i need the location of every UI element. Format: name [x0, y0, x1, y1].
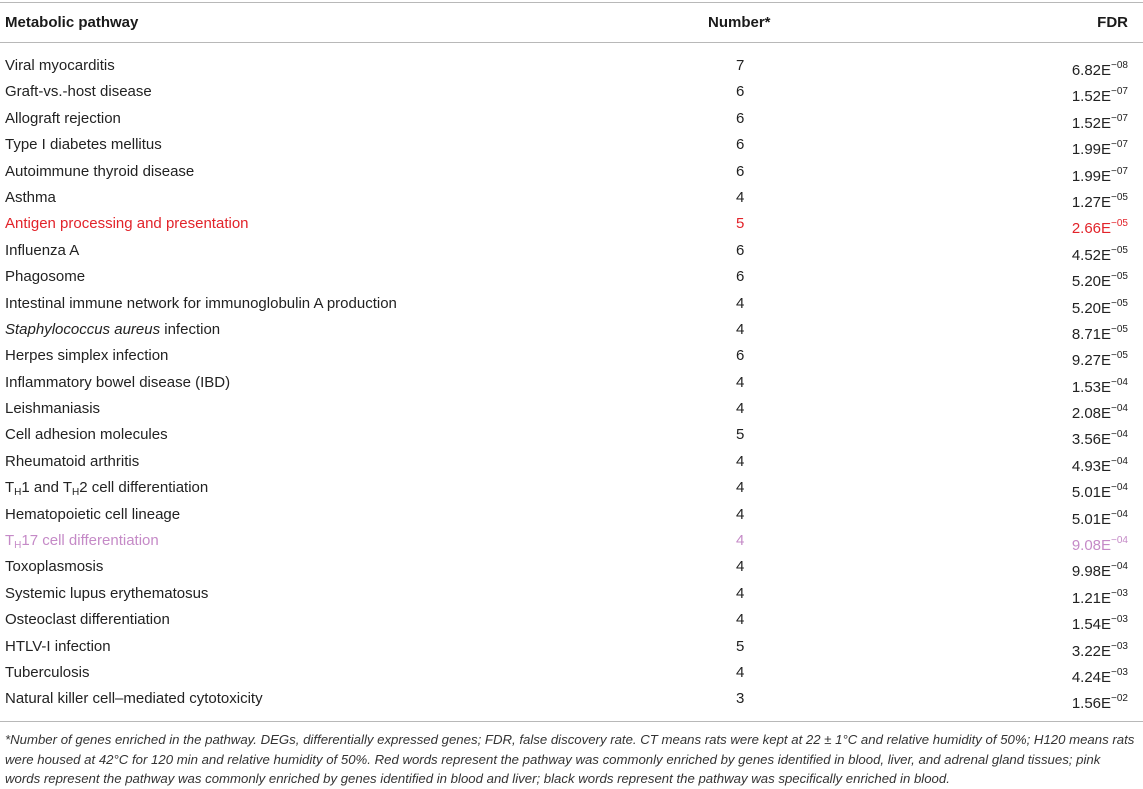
pathway-name	[5, 479, 208, 502]
fdr-mantissa: 3.56E	[1071, 431, 1112, 449]
pathway-name	[5, 532, 159, 555]
pathway-name: Type I diabetes mellitus	[5, 136, 162, 154]
table-row	[0, 370, 1143, 396]
fdr-exponent: −07	[1111, 165, 1128, 177]
fdr-exponent: −05	[1111, 191, 1128, 203]
table-row	[0, 317, 1143, 343]
fdr-mantissa: 9.98E	[1071, 563, 1112, 581]
pathway-name-italic: Staphylococcus aureus	[5, 320, 161, 338]
gene-count: 4	[736, 188, 745, 206]
fdr-value	[1072, 690, 1128, 713]
pathway-name-part: 1 and T	[21, 479, 73, 497]
fdr-exponent: −08	[1111, 60, 1128, 71]
pathway-name-subscript: H	[72, 487, 80, 499]
table-header-rule	[0, 42, 1143, 43]
fdr-exponent: −05	[1111, 244, 1128, 256]
fdr-mantissa: 1.99E	[1071, 167, 1112, 185]
fdr-exponent: −03	[1111, 666, 1128, 678]
table-row	[0, 291, 1143, 317]
gene-count: 6	[736, 109, 745, 127]
fdr-value	[1072, 268, 1128, 291]
pathway-name: Leishmaniasis	[5, 400, 101, 418]
gene-count: 5	[736, 637, 745, 655]
gene-count: 7	[736, 57, 745, 74]
pathway-name: Toxoplasmosis	[5, 558, 104, 576]
table-row	[0, 634, 1143, 660]
fdr-mantissa: 5.20E	[1071, 273, 1112, 291]
table-row	[0, 660, 1143, 686]
gene-count: 4	[736, 479, 745, 497]
pathway-name	[5, 321, 220, 339]
fdr-mantissa: 1.27E	[1071, 193, 1112, 211]
fdr-mantissa: 2.08E	[1071, 405, 1112, 423]
pathway-name: Osteoclast differentiation	[5, 611, 170, 629]
fdr-mantissa: 5.01E	[1071, 510, 1112, 528]
table-body	[0, 53, 1143, 713]
fdr-mantissa: 1.52E	[1071, 88, 1112, 106]
table-row	[0, 264, 1143, 290]
fdr-value	[1072, 163, 1128, 186]
fdr-value	[1072, 532, 1128, 555]
fdr-value	[1072, 136, 1128, 159]
fdr-value	[1072, 638, 1128, 661]
table-row	[0, 106, 1143, 132]
header-number: Number*	[708, 14, 771, 31]
fdr-mantissa: 4.24E	[1071, 668, 1112, 686]
pathway-name: Tuberculosis	[5, 663, 90, 681]
gene-count: 4	[736, 611, 745, 629]
fdr-exponent: −07	[1111, 112, 1128, 124]
table-row	[0, 686, 1143, 712]
fdr-exponent: −04	[1111, 455, 1128, 467]
pathway-name-subscript: H	[14, 540, 22, 552]
fdr-mantissa: 4.52E	[1071, 246, 1112, 264]
pathway-name: Antigen processing and presentation	[5, 215, 249, 233]
fdr-exponent: −04	[1111, 535, 1128, 547]
table-row	[0, 528, 1143, 554]
table-row	[0, 132, 1143, 158]
gene-count: 4	[736, 452, 745, 470]
gene-count: 4	[736, 505, 745, 523]
gene-count: 4	[736, 558, 745, 576]
fdr-mantissa: 5.01E	[1071, 484, 1112, 502]
fdr-exponent: −03	[1111, 640, 1128, 652]
table-row	[0, 475, 1143, 501]
fdr-mantissa: 4.93E	[1071, 457, 1112, 475]
header-metabolic-pathway: Metabolic pathway	[5, 14, 139, 31]
fdr-value	[1072, 242, 1128, 265]
fdr-exponent: −03	[1111, 614, 1128, 626]
pathway-name-rest: infection	[160, 320, 221, 338]
table-row	[0, 53, 1143, 79]
fdr-mantissa: 1.53E	[1071, 378, 1112, 396]
fdr-value	[1072, 585, 1128, 608]
gene-count: 6	[736, 83, 745, 101]
table-header	[0, 2, 1143, 42]
table-row	[0, 449, 1143, 475]
fdr-exponent: −04	[1111, 508, 1128, 520]
table-row	[0, 211, 1143, 237]
gene-count: 6	[736, 347, 745, 365]
pathway-name-part: 17 cell differentiation	[21, 532, 159, 550]
table-row	[0, 422, 1143, 448]
pathway-name: Hematopoietic cell lineage	[5, 505, 181, 523]
fdr-mantissa: 3.22E	[1071, 642, 1112, 660]
fdr-value	[1072, 83, 1128, 106]
table-row	[0, 554, 1143, 580]
fdr-value	[1072, 374, 1128, 397]
pathway-name-part: T	[5, 532, 15, 550]
pathway-name-subscript: H	[14, 487, 22, 499]
pathway-name: Phagosome	[5, 268, 86, 286]
fdr-value	[1072, 453, 1128, 476]
fdr-exponent: −05	[1111, 218, 1128, 230]
gene-count: 4	[736, 320, 745, 338]
fdr-exponent: −05	[1111, 297, 1128, 309]
fdr-mantissa: 1.99E	[1071, 141, 1112, 159]
gene-count: 6	[736, 136, 745, 154]
fdr-exponent: −07	[1111, 139, 1128, 151]
fdr-exponent: −03	[1111, 587, 1128, 599]
fdr-exponent: −02	[1111, 693, 1128, 705]
fdr-value	[1072, 57, 1128, 80]
table-row	[0, 238, 1143, 264]
fdr-value	[1072, 110, 1128, 133]
gene-count: 4	[736, 663, 745, 681]
pathway-name-part: T	[5, 479, 15, 497]
gene-count: 4	[736, 373, 745, 391]
fdr-value	[1072, 189, 1128, 212]
gene-count: 6	[736, 162, 745, 180]
table-row	[0, 502, 1143, 528]
gene-count: 4	[736, 400, 745, 418]
fdr-mantissa: 1.21E	[1071, 589, 1112, 607]
pathway-name: Rheumatoid arthritis	[5, 452, 140, 470]
fdr-mantissa: 5.20E	[1071, 299, 1112, 317]
pathway-name: Autoimmune thyroid disease	[5, 162, 195, 180]
fdr-exponent: −04	[1111, 403, 1128, 415]
fdr-value	[1072, 611, 1128, 634]
fdr-exponent: −05	[1111, 271, 1128, 283]
fdr-value	[1072, 215, 1128, 238]
gene-count: 4	[736, 294, 745, 312]
fdr-value	[1072, 295, 1128, 318]
fdr-value	[1072, 506, 1128, 529]
pathway-name: Allograft rejection	[5, 109, 121, 127]
pathway-name: Influenza A	[5, 241, 80, 259]
fdr-exponent: −04	[1111, 429, 1128, 441]
table-row	[0, 185, 1143, 211]
fdr-mantissa: 9.27E	[1071, 352, 1112, 370]
fdr-value	[1072, 558, 1128, 581]
pathway-name: Herpes simplex infection	[5, 347, 169, 365]
fdr-exponent: −05	[1111, 323, 1128, 335]
pathway-name: Natural killer cell–mediated cytotoxicity	[5, 690, 263, 708]
gene-count: 5	[736, 426, 745, 444]
fdr-exponent: −04	[1111, 376, 1128, 388]
fdr-exponent: −05	[1111, 350, 1128, 362]
fdr-mantissa: 6.82E	[1071, 62, 1112, 79]
gene-count: 5	[736, 215, 745, 233]
pathway-name: Viral myocarditis	[5, 57, 115, 74]
pathway-name: Cell adhesion molecules	[5, 426, 168, 444]
table-row	[0, 159, 1143, 185]
pathway-name: Asthma	[5, 188, 56, 206]
fdr-value	[1072, 400, 1128, 423]
fdr-mantissa: 2.66E	[1071, 220, 1112, 238]
fdr-value	[1072, 426, 1128, 449]
fdr-exponent: −04	[1111, 561, 1128, 573]
fdr-value	[1072, 347, 1128, 370]
pathway-name: Intestinal immune network for immunoglobulin A production	[5, 294, 397, 312]
fdr-mantissa: 8.71E	[1071, 325, 1112, 343]
pathway-name: Inflammatory bowel disease (IBD)	[5, 373, 231, 391]
fdr-mantissa: 9.08E	[1071, 537, 1112, 555]
table-row	[0, 396, 1143, 422]
table-row	[0, 581, 1143, 607]
fdr-mantissa: 1.52E	[1071, 114, 1112, 132]
gene-count: 4	[736, 532, 745, 550]
fdr-value	[1072, 479, 1128, 502]
fdr-value	[1072, 321, 1128, 344]
pathway-name: Systemic lupus erythematosus	[5, 584, 209, 602]
table-row	[0, 343, 1143, 369]
fdr-value	[1072, 664, 1128, 687]
fdr-exponent: −04	[1111, 482, 1128, 494]
gene-count: 3	[736, 690, 745, 708]
table-footnote: *Number of genes enriched in the pathway. DEGs, differentially expressed genes; FDR, false discovery rate. CT means rats were kept at 22 ± 1°C and relative humidity of 50%; H120 means rats were housed at 42°C for 120 min and relative humidity of 50%. Red words represent the pathway was commonly enriched by genes identified in blood, liver, and adrenal gland tissues; pink words represent the pathway was commonly enriched by genes identified in blood and liver; black words represent the pathway was specifically enriched in blood.	[5, 732, 1135, 786]
table-bottom-rule	[0, 721, 1143, 722]
gene-count: 6	[736, 268, 745, 286]
fdr-exponent: −07	[1111, 86, 1128, 98]
table-row	[0, 79, 1143, 105]
pathway-name: HTLV-I infection	[5, 637, 111, 655]
pathway-name: Graft-vs.-host disease	[5, 83, 152, 101]
header-fdr: FDR	[1097, 14, 1128, 31]
table-row	[0, 607, 1143, 633]
fdr-mantissa: 1.56E	[1071, 695, 1112, 713]
gene-count: 6	[736, 241, 745, 259]
fdr-mantissa: 1.54E	[1071, 616, 1112, 634]
gene-count: 4	[736, 584, 745, 602]
pathway-name-part: 2 cell differentiation	[79, 479, 209, 497]
